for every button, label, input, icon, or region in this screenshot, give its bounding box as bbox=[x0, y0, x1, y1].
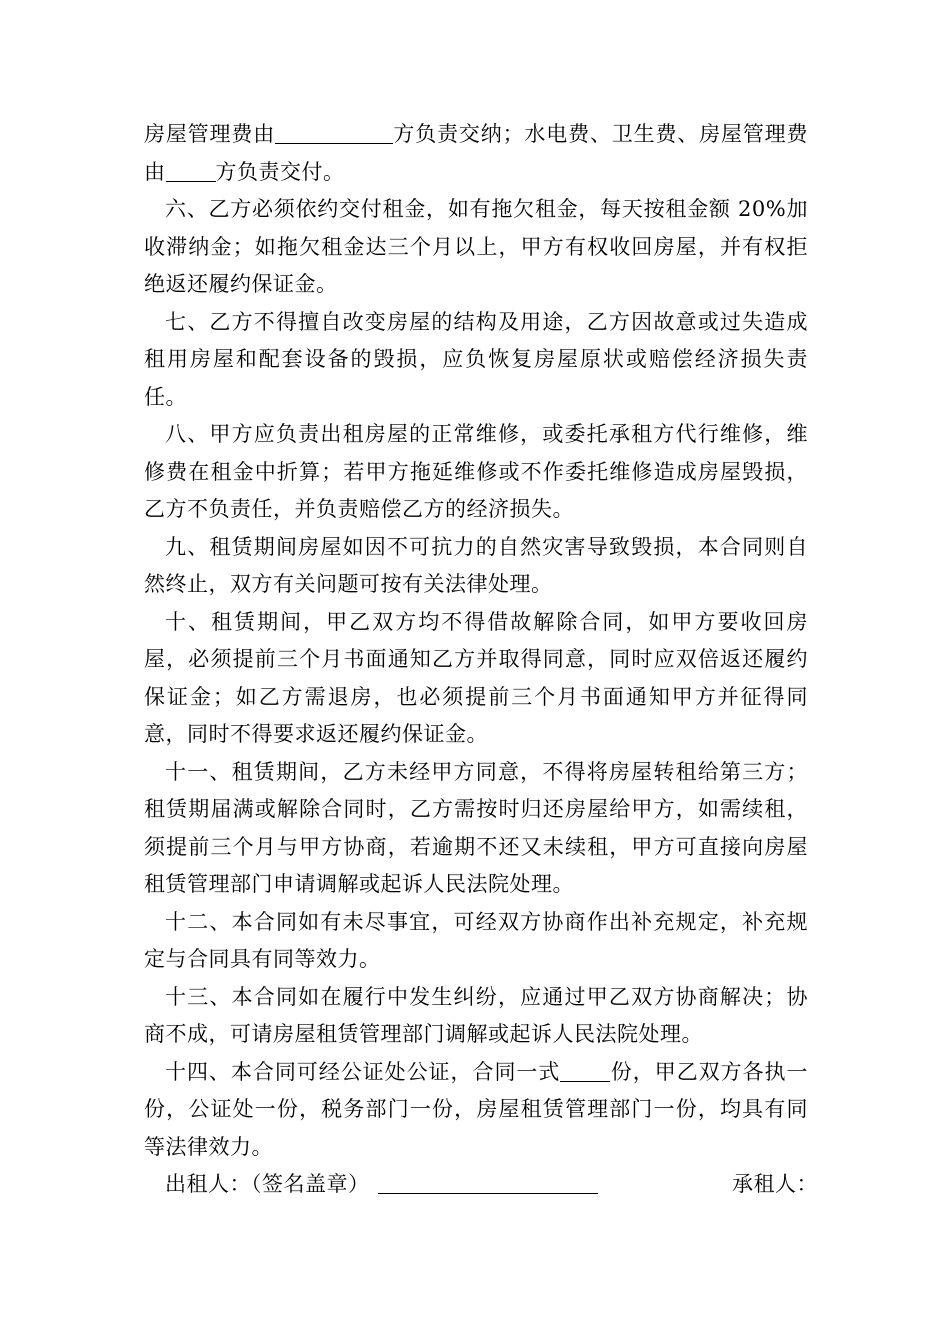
fill-blank bbox=[166, 161, 216, 182]
clause-11: 十一、租赁期间，乙方未经甲方同意，不得将房屋转租给第三方；租赁期届满或解除合同时，乙方需按时归还房屋给甲方，如需续租，须提前三个月与甲方协商，若逾期不还又未续租，甲方可直接向房屋租赁管理部门申请调解或起诉人民法院处理。 bbox=[144, 759, 808, 896]
lessor-label: 出租人：（签名盖章） bbox=[165, 1172, 370, 1196]
clause-13: 十三、本合同如在履行中发生纠纷，应通过甲乙双方协商解决；协商不成，可请房屋租赁管理部门调解或起诉人民法院处理。 bbox=[144, 984, 808, 1046]
clause-6: 六、乙方必须依约交付租金，如有拖欠租金，每天按租金额 20%加收滞纳金；如拖欠租金达三个月以上，甲方有权收回房屋，并有权拒绝返还履约保证金。 bbox=[144, 197, 808, 296]
clause-8: 八、甲方应负责出租房屋的正常维修，或委托承租方代行维修，维修费在租金中折算；若甲方拖延维修或不作委托维修造成房屋毁损，乙方不负责任，并负责赔偿乙方的经济损失。 bbox=[144, 422, 808, 521]
clause-14 bbox=[144, 1054, 808, 1167]
fill-blank bbox=[560, 1061, 610, 1082]
clause-9: 九、租赁期间房屋如因不可抗力的自然灾害导致毁损，本合同则自然终止，双方有关问题可按有关法律处理。 bbox=[144, 534, 808, 596]
fill-blank bbox=[275, 123, 393, 144]
clause-fees-text-1: 房屋管理费由 bbox=[144, 122, 276, 146]
clause-14-text-1: 十四、本合同可经公证处公证，合同一式 bbox=[165, 1059, 561, 1084]
signature-blank bbox=[378, 1173, 598, 1194]
clause-7: 七、乙方不得擅自改变房屋的结构及用途，乙方因故意或过失造成租用房屋和配套设备的毁损，应负恢复房屋原状或赔偿经济损失责任。 bbox=[144, 309, 808, 409]
clause-12: 十二、本合同如有未尽事宜，可经双方协商作出补充规定，补充规定与合同具有同等效力。 bbox=[144, 909, 808, 971]
clause-10: 十、租赁期间，甲乙双方均不得借故解除合同，如甲方要收回房屋，必须提前三个月书面通知乙方并取得同意，同时应双倍返还履约保证金；如乙方需退房，也必须提前三个月书面通知甲方并征得同意，同时不得要求返还履约保证金。 bbox=[144, 609, 808, 746]
lessor-signature bbox=[165, 1166, 598, 1204]
lessee-label: 承租人： bbox=[732, 1172, 818, 1196]
clause-fees bbox=[144, 116, 808, 191]
contract-page bbox=[144, 116, 818, 1204]
clause-14-text-2: 份，甲乙双方各执一份，公证处一份，税务部门一份，房屋租赁管理部门一份，均具有同等法律效力。 bbox=[144, 1059, 809, 1159]
clause-fees-text-3: 方负责交付。 bbox=[215, 159, 345, 184]
signature-row bbox=[144, 1166, 818, 1204]
clause-fees-text-2: 方负责交纳；水电费、卫生费、房屋管理费由 bbox=[144, 122, 809, 184]
